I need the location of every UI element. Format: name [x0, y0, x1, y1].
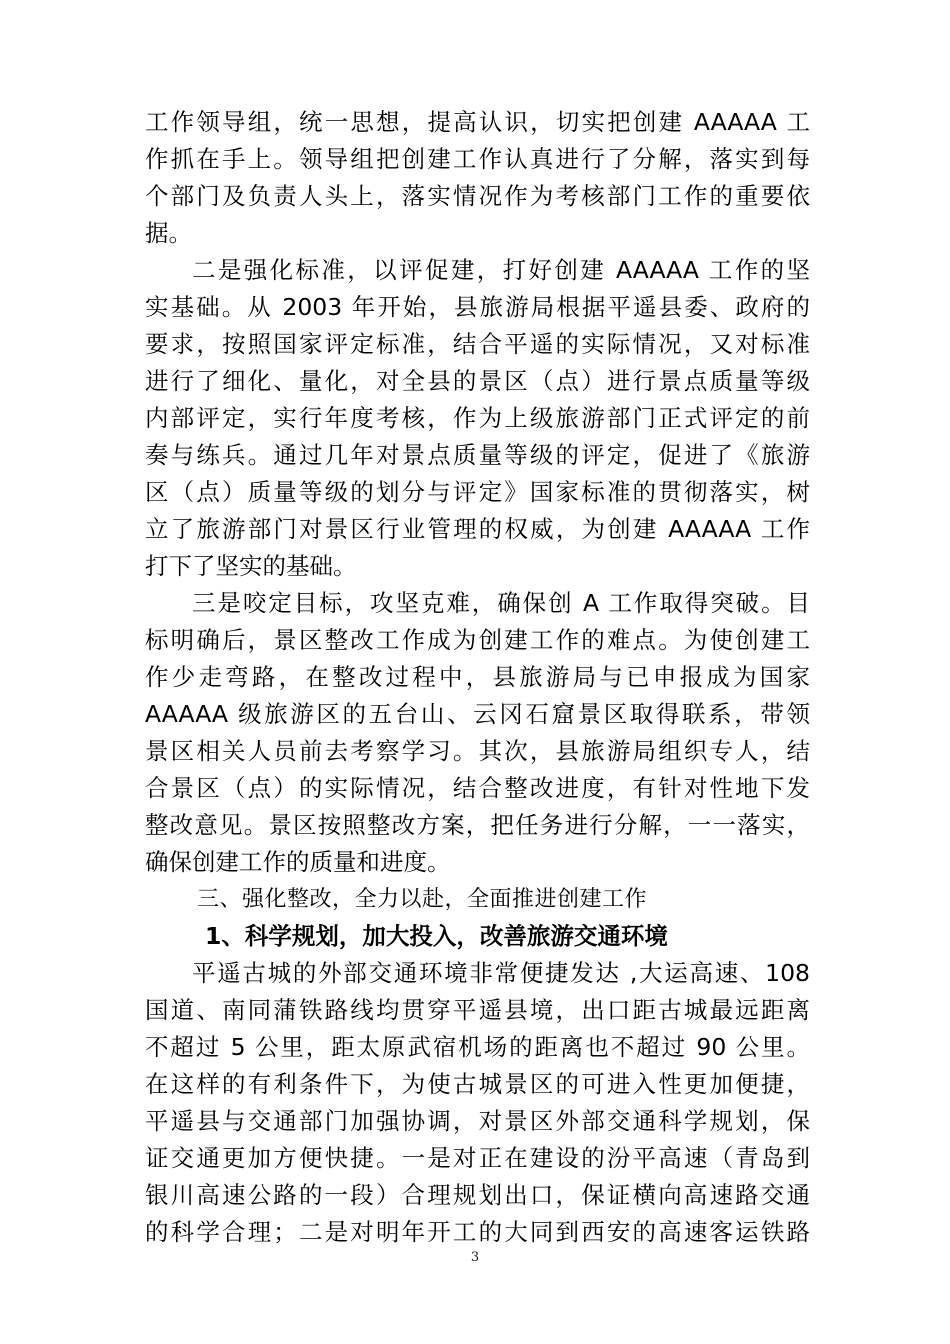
- text-line: 二是强化标准，以评促建，打好创建 AAAAA 工作的坚: [192, 256, 810, 284]
- text-line: 国道、南同蒲铁路线均贯穿平遥县境，出口距古城最远距离: [145, 996, 810, 1024]
- text-line: 的科学合理；二是对明年开工的大同到西安的高速客运铁路: [145, 1218, 810, 1246]
- text-line: 要求，按照国家评定标准，结合平遥的实际情况，又对标准: [145, 330, 810, 358]
- paragraph-continued: [145, 104, 810, 252]
- text-line: 合景区（点）的实际情况，结合整改进度，有针对性地下发: [145, 774, 810, 802]
- paragraph-transport: [145, 955, 810, 1251]
- text-line: 工作领导组，统一思想，提高认识，切实把创建 AAAAA 工: [145, 108, 810, 136]
- text-line: 不超过 5 公里，距太原武宿机场的距离也不超过 90 公里。: [145, 1033, 810, 1061]
- text-line: 作少走弯路，在整改过程中，县旅游局与已申报成为国家: [145, 663, 810, 691]
- text-line: 平遥古城的外部交通环境非常便捷发达 ,大运高速、108: [192, 959, 810, 987]
- text-line: 实基础。从 2003 年开始，县旅游局根据平遥县委、政府的: [145, 293, 810, 321]
- subheading: 1、科学规划，加大投入，改善旅游交通环境: [205, 922, 668, 950]
- text-line: 进行了细化、量化，对全县的景区（点）进行景点质量等级: [145, 367, 810, 395]
- paragraph-standards: [145, 252, 810, 585]
- paragraph-targets: [145, 585, 810, 881]
- text-line: 整改意见。景区按照整改方案，把任务进行分解，一一落实，: [145, 811, 810, 839]
- text-line: 银川高速公路的一段）合理规划出口，保证横向高速路交通: [145, 1181, 810, 1209]
- text-line: 证交通更加方便快捷。一是对正在建设的汾平高速（青岛到: [145, 1144, 810, 1172]
- text-line: 区（点）质量等级的划分与评定》国家标准的贯彻落实，树: [145, 478, 810, 506]
- text-line: 标明确后，景区整改工作成为创建工作的难点。为使创建工: [145, 626, 810, 654]
- document-body: [145, 104, 810, 1251]
- text-line: 个部门及负责人头上，落实情况作为考核部门工作的重要依: [145, 182, 810, 210]
- text-line: 内部评定，实行年度考核，作为上级旅游部门正式评定的前: [145, 404, 810, 432]
- text-line: 三是咬定目标，攻坚克难，确保创 A 工作取得突破。目: [192, 589, 810, 617]
- text-line: 打下了坚实的基础。: [145, 552, 357, 580]
- section-heading: 三、强化整改，全力以赴，全面推进创建工作: [197, 887, 648, 912]
- text-line: 立了旅游部门对景区行业管理的权威，为创建 AAAAA 工作: [145, 515, 810, 543]
- text-line: 确保创建工作的质量和进度。: [145, 848, 451, 876]
- page-number: 3: [470, 1250, 480, 1265]
- text-line: AAAAA 级旅游区的五台山、云冈石窟景区取得联系，带领: [145, 700, 810, 728]
- text-line: 作抓在手上。领导组把创建工作认真进行了分解，落实到每: [145, 145, 810, 173]
- text-line: 据。: [145, 219, 192, 247]
- text-line: 奏与练兵。通过几年对景点质量等级的评定，促进了《旅游: [145, 441, 810, 469]
- text-line: 在这样的有利条件下，为使古城景区的可进入性更加便捷，: [145, 1070, 810, 1098]
- text-line: 平遥县与交通部门加强协调，对景区外部交通科学规划，保: [145, 1107, 810, 1135]
- text-line: 景区相关人员前去考察学习。其次，县旅游局组织专人，结: [145, 737, 810, 765]
